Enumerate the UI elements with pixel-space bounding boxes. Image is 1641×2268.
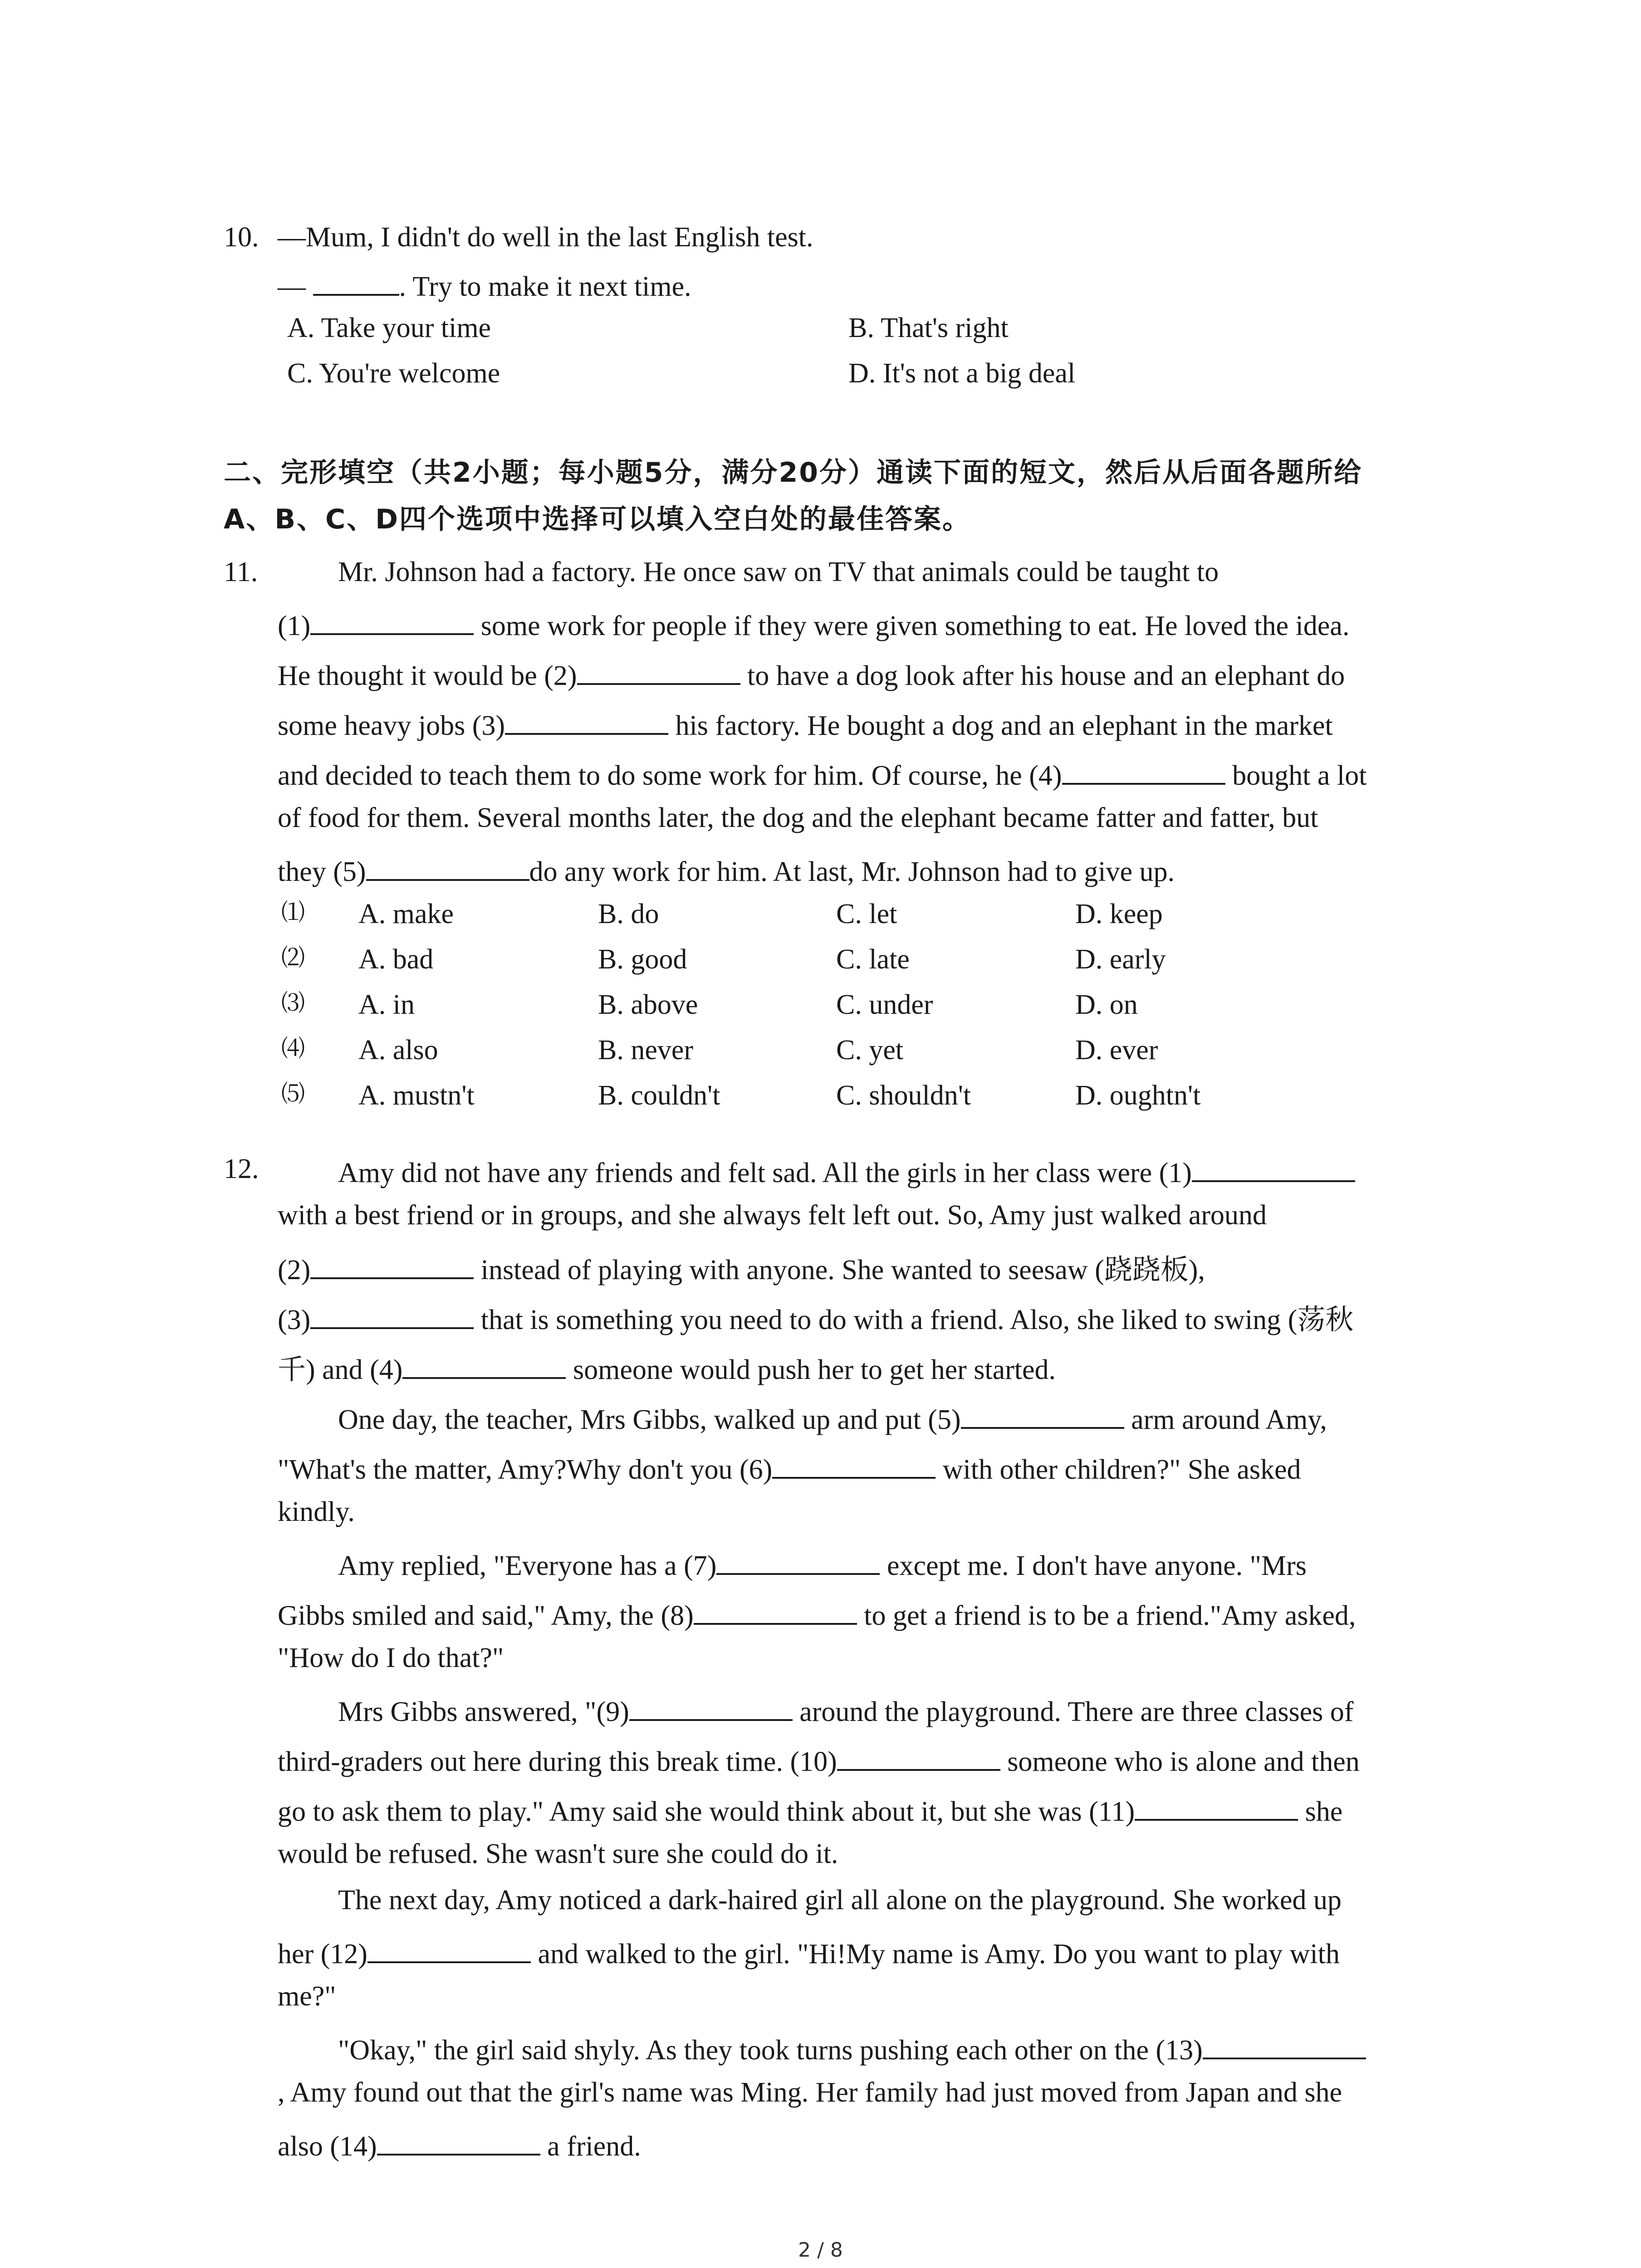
passage-line: would be refused. She wasn't sure she could do it. bbox=[278, 1838, 838, 1869]
passage-line: Amy replied, "Everyone has a (7) except me. I don't have anyone. "Mrs bbox=[338, 1548, 1307, 1580]
passage-line: third-graders out here during this break time. (10) someone who is alone and then bbox=[278, 1744, 1360, 1776]
answer-blank bbox=[310, 1302, 474, 1329]
choice-d: D. oughtn't bbox=[1075, 1080, 1201, 1111]
answer-blank bbox=[313, 269, 399, 296]
choice-d: D. early bbox=[1075, 944, 1166, 975]
page-number: 2 / 8 bbox=[798, 2239, 843, 2262]
question-number: 10. bbox=[224, 222, 259, 253]
passage-line: Mr. Johnson had a factory. He once saw on TV that animals could be taught to bbox=[338, 557, 1219, 587]
choice-a: A. also bbox=[358, 1035, 438, 1066]
choice-a: A. in bbox=[358, 989, 415, 1020]
sub-question-number: ⑶ bbox=[281, 990, 305, 1017]
choice-b: B. never bbox=[598, 1035, 694, 1066]
choice-c: C. yet bbox=[836, 1035, 904, 1066]
choice-d: D. on bbox=[1075, 989, 1138, 1020]
answer-blank bbox=[1203, 2032, 1366, 2059]
answer-blank bbox=[772, 1452, 936, 1479]
passage-line: they (5) do any work for him. At last, Mr. Johnson had to give up. bbox=[278, 854, 1175, 886]
choice-d: D. ever bbox=[1075, 1035, 1158, 1066]
option-b: B. That's right bbox=[848, 313, 1009, 343]
passage-line: of food for them. Several months later, the dog and the elephant became fatter and fatter, but bbox=[278, 802, 1318, 833]
passage-line: 千) and (4) someone would push her to get her started. bbox=[278, 1352, 1056, 1384]
answer-blank bbox=[1192, 1155, 1355, 1182]
option-d: D. It's not a big deal bbox=[848, 358, 1076, 389]
choice-b: B. couldn't bbox=[598, 1080, 720, 1111]
choice-d: D. keep bbox=[1075, 899, 1163, 929]
question-stem: —Mum, I didn't do well in the last English test. bbox=[278, 222, 813, 253]
passage-line: some heavy jobs (3) his factory. He bought a dog and an elephant in the market bbox=[278, 708, 1333, 740]
passage-line: (2) instead of playing with anyone. She wanted to seesaw (跷跷板), bbox=[278, 1252, 1205, 1284]
answer-blank bbox=[1062, 758, 1225, 785]
answer-blank bbox=[577, 658, 740, 685]
passage-line: also (14) a friend. bbox=[278, 2128, 641, 2160]
question-number: 12. bbox=[224, 1154, 259, 1184]
answer-blank bbox=[837, 1744, 1000, 1771]
choice-a: A. mustn't bbox=[358, 1080, 475, 1111]
sub-question-number: ⑴ bbox=[281, 899, 305, 926]
passage-line: her (12) and walked to the girl. "Hi!My name is Amy. Do you want to play with bbox=[278, 1936, 1340, 1968]
answer-blank bbox=[366, 854, 529, 881]
answer-blank bbox=[694, 1598, 857, 1625]
passage-line: He thought it would be (2) to have a dog look after his house and an elephant do bbox=[278, 658, 1345, 690]
answer-blank bbox=[1135, 1794, 1298, 1821]
choice-c: C. let bbox=[836, 899, 897, 929]
choice-b: B. above bbox=[598, 989, 698, 1020]
answer-blank bbox=[377, 2128, 540, 2156]
sub-question-number: ⑷ bbox=[281, 1035, 305, 1062]
choice-b: B. good bbox=[598, 944, 687, 975]
passage-line: with a best friend or in groups, and she always felt left out. So, Amy just walked around bbox=[278, 1200, 1267, 1231]
passage-line: me?" bbox=[278, 1981, 336, 2012]
choice-c: C. late bbox=[836, 944, 910, 975]
passage-line: kindly. bbox=[278, 1496, 355, 1527]
answer-blank bbox=[716, 1548, 880, 1575]
choice-a: A. bad bbox=[358, 944, 434, 975]
dialogue-line: — . Try to make it next time. bbox=[278, 269, 691, 301]
passage-line: One day, the teacher, Mrs Gibbs, walked up and put (5) arm around Amy, bbox=[338, 1402, 1327, 1434]
passage-line: "What's the matter, Amy?Why don't you (6) with other children?" She asked bbox=[278, 1452, 1301, 1484]
choice-c: C. shouldn't bbox=[836, 1080, 971, 1111]
passage-line: Mrs Gibbs answered, "(9) around the playground. There are three classes of bbox=[338, 1694, 1353, 1726]
sub-question-number: ⑵ bbox=[281, 944, 305, 972]
passage-line: , Amy found out that the girl's name was Ming. Her family had just moved from Japan and she bbox=[278, 2077, 1342, 2108]
section-heading: 二、完形填空（共2小题；每小题5分，满分20分）通读下面的短文，然后从后面各题所给 bbox=[224, 457, 1362, 489]
passage-line: "How do I do that?" bbox=[278, 1642, 504, 1673]
choice-b: B. do bbox=[598, 899, 659, 929]
choice-a: A. make bbox=[358, 899, 454, 929]
sub-question-number: ⑸ bbox=[281, 1080, 305, 1108]
option-a: A. Take your time bbox=[287, 313, 491, 343]
option-c: C. You're welcome bbox=[287, 358, 500, 389]
passage-line: go to ask them to play." Amy said she would think about it, but she was (11) she bbox=[278, 1794, 1342, 1826]
choice-c: C. under bbox=[836, 989, 933, 1020]
answer-blank bbox=[961, 1402, 1124, 1429]
passage-line: Amy did not have any friends and felt sad. All the girls in her class were (1) bbox=[338, 1155, 1355, 1187]
passage-line: (3) that is something you need to do with a friend. Also, she liked to swing (荡秋 bbox=[278, 1302, 1353, 1334]
section-heading-cont: A、B、C、D四个选项中选择可以填入空白处的最佳答案。 bbox=[224, 503, 971, 535]
passage-line: The next day, Amy noticed a dark-haired girl all alone on the playground. She worked up bbox=[338, 1885, 1342, 1916]
passage-line: and decided to teach them to do some work for him. Of course, he (4) bought a lot bbox=[278, 758, 1367, 790]
answer-blank bbox=[402, 1352, 566, 1379]
answer-blank bbox=[310, 608, 474, 635]
answer-blank bbox=[310, 1252, 474, 1279]
answer-blank bbox=[629, 1694, 793, 1721]
passage-line: "Okay," the girl said shyly. As they took turns pushing each other on the (13) bbox=[338, 2032, 1366, 2064]
passage-line: Gibbs smiled and said," Amy, the (8) to get a friend is to be a friend."Amy asked, bbox=[278, 1598, 1356, 1630]
question-number: 11. bbox=[224, 557, 258, 587]
passage-line: (1) some work for people if they were given something to eat. He loved the idea. bbox=[278, 608, 1349, 640]
answer-blank bbox=[505, 708, 668, 735]
answer-blank bbox=[367, 1936, 531, 1963]
